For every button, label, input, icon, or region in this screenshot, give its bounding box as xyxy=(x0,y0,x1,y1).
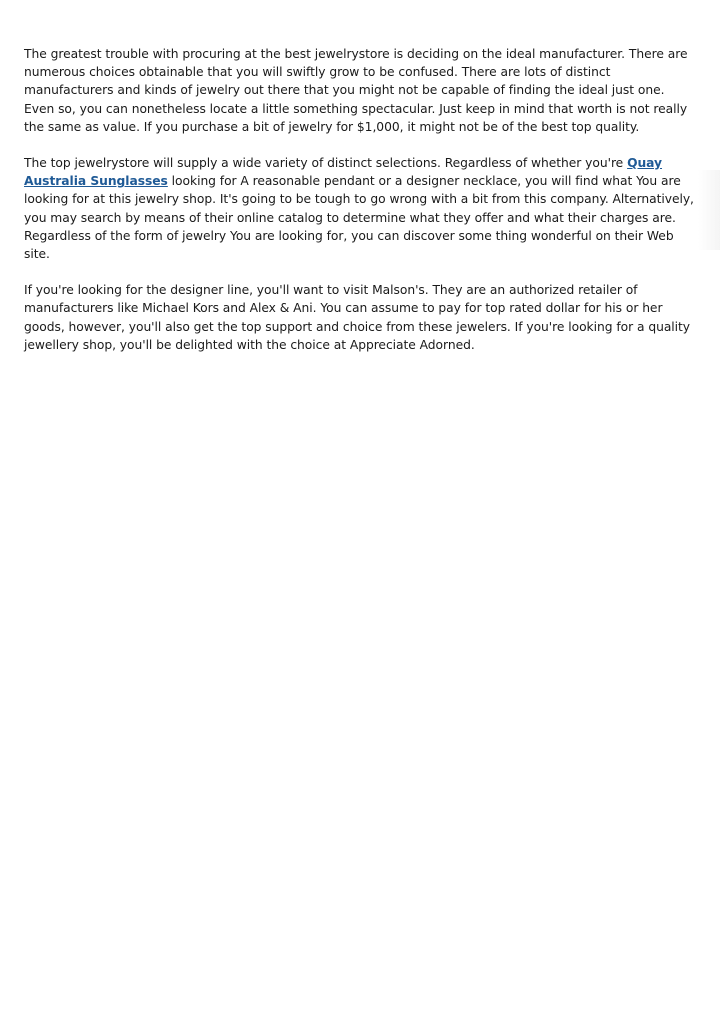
page-edge-shadow xyxy=(698,170,720,250)
document-body xyxy=(24,45,696,372)
paragraph-2-text-before-link: The top jewelrystore will supply a wide variety of distinct selections. Regardless of whether you're xyxy=(24,156,628,171)
paragraph-1: The greatest trouble with procuring at the best jewelrystore is deciding on the ideal manufacturer. There are numerous choices obtainable that you will swiftly grow to be confused. There are lots of distinct manufacturers and kinds of jewelry out there that you might not be capable of finding the ideal just one. Even so, you can nonetheless locate a little something spectacular. Just keep in mind that worth is not really the same as value. If you purchase a bit of jewelry for $1,000, it might not be of the best top quality. xyxy=(24,47,688,134)
paragraph-2 xyxy=(24,154,696,263)
quay-australia-sunglasses-link[interactable]: Quay Australia Sunglasses xyxy=(24,156,663,189)
paragraph-2-text-after-link: looking for A reasonable pendant or a designer necklace, you will find what You are looking for at this jewelry shop. It's going to be tough to go wrong with a bit from this company. Alternatively, you may search by means of their online catalog to determine what they offer and what their charges are. Regardless of the form of jewelry You are looking for, you can discover some thing wonderful on their Web site. xyxy=(24,174,694,262)
paragraph-3: If you're looking for the designer line, you'll want to visit Malson's. They are an authorized retailer of manufacturers like Michael Kors and Alex & Ani. You can assume to pay for top rated dollar for his or her goods, however, you'll also get the top support and choice from these jewelers. If you're looking for a quality jewellery shop, you'll be delighted with the choice at Appreciate Adorned. xyxy=(24,283,691,352)
